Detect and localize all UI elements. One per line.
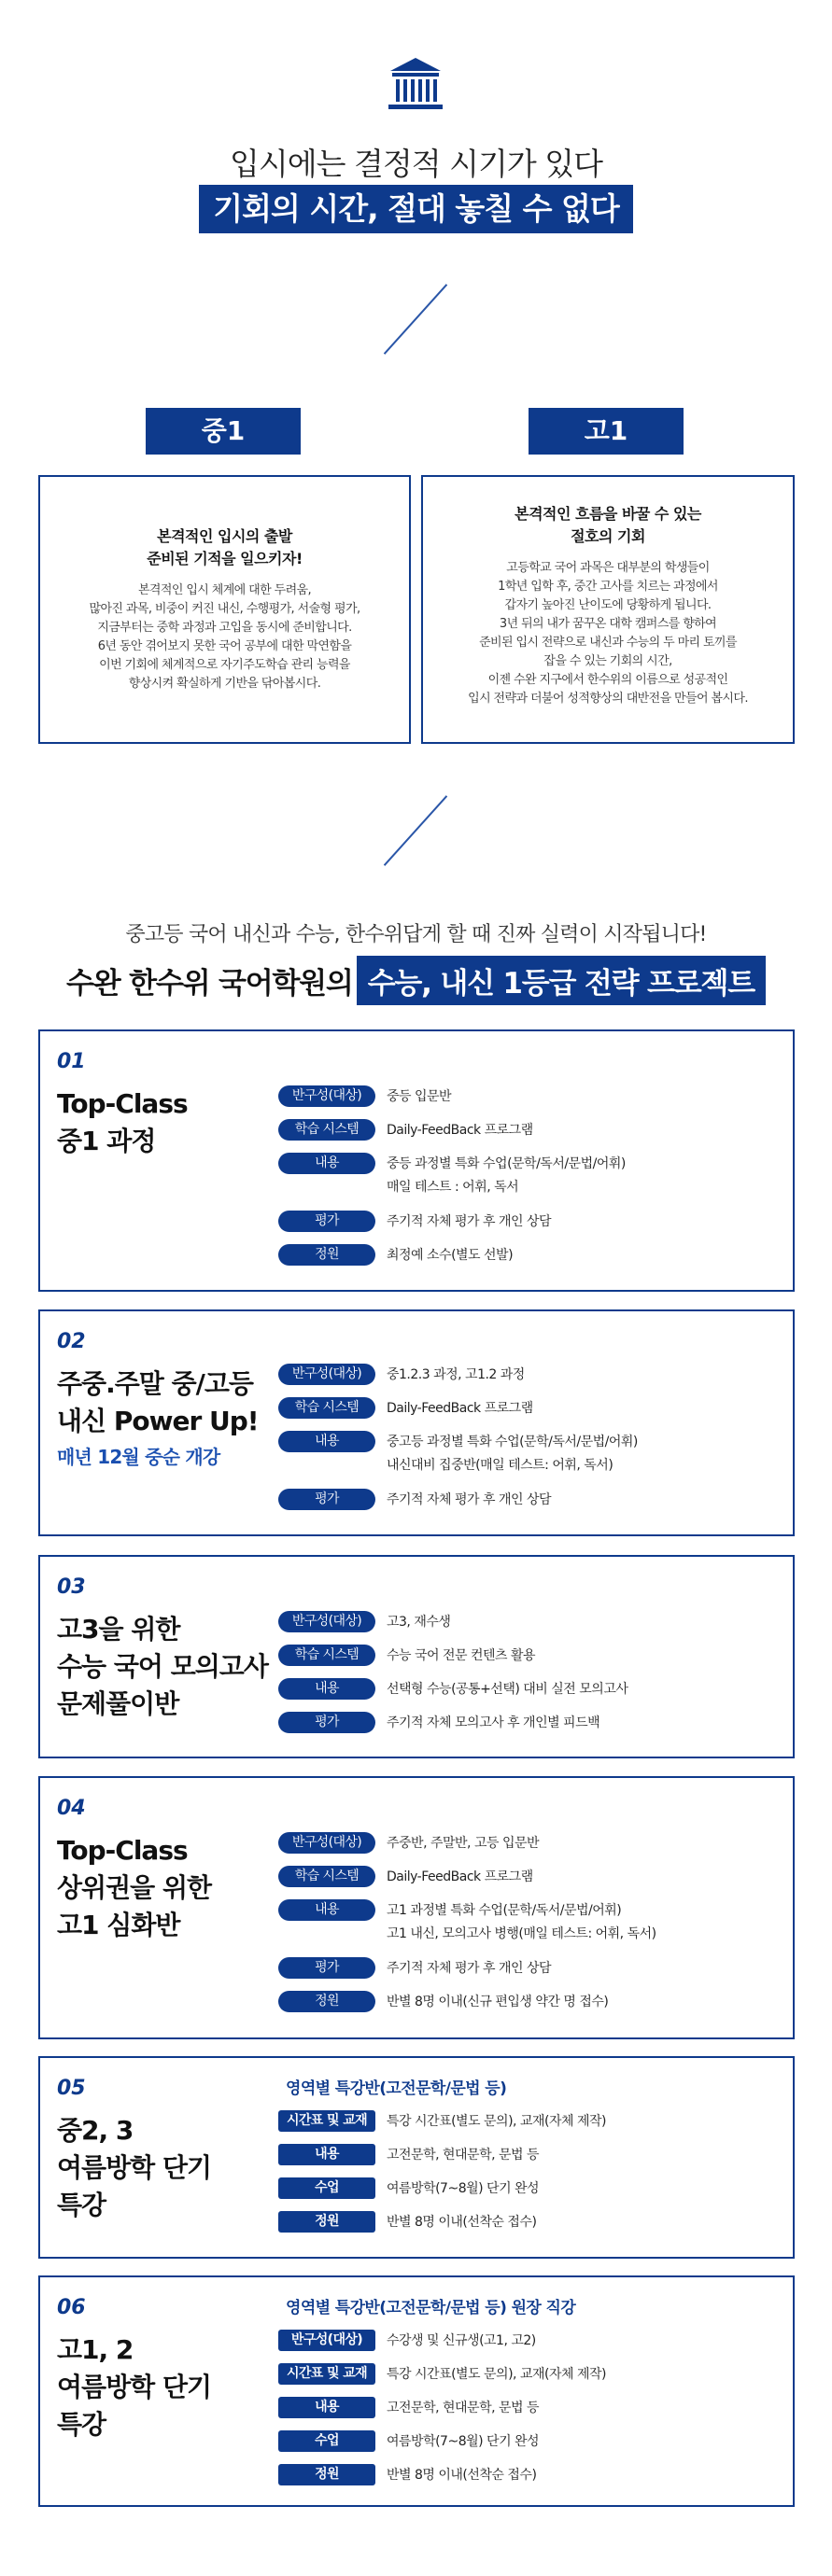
row-label: 반구성(대상) <box>278 1832 375 1854</box>
row-value: 고3, 재수생 <box>387 1615 451 1630</box>
row-value: 주기적 자체 평가 후 개인 상담 <box>387 1492 552 1507</box>
row-value: 반별 8명 이내(신규 편입생 약간 명 접수) <box>387 1995 609 2009</box>
row-label: 반구성(대상) <box>278 1085 375 1107</box>
row-value: 고1 과정별 특화 수업(문학/독서/문법/어휘) 고1 내신, 모의고사 병행(매일 테스트: 어휘, 독서) <box>387 1903 656 1941</box>
program-number: 04 <box>57 1797 86 1820</box>
row-value: 중고등 과정별 특화 수업(문학/독서/문법/어휘) 내신대비 집중반(매일 테스트: 어휘, 독서) <box>387 1435 638 1473</box>
divider-slash <box>384 795 447 866</box>
tag-middle1: 중1 <box>146 408 301 455</box>
row-label: 평가 <box>278 1957 375 1979</box>
row-label: 평가 <box>278 1712 375 1733</box>
row-label: 반구성(대상) <box>278 2330 375 2351</box>
divider-slash <box>384 284 447 355</box>
row-value: 주기적 자체 평가 후 개인 상담 <box>387 1961 552 1976</box>
row-label: 학습 시스템 <box>278 1866 375 1887</box>
row-label: 학습 시스템 <box>278 1397 375 1419</box>
hero-banner: 기회의 시간, 절대 놓칠 수 없다 <box>199 185 633 233</box>
program-title: Top-Class 상위권을 위한 고1 심화반 <box>57 1835 212 1940</box>
row-label: 수업 <box>278 2177 375 2199</box>
program-heading: 영역별 특강반(고전문학/문법 등) 원장 직강 <box>286 2299 576 2317</box>
program-card-04 <box>38 1776 795 2039</box>
intro-heading: 본격적인 흐름을 바꿀 수 있는 절호의 기회 <box>515 505 701 545</box>
program-number: 06 <box>57 2296 86 2319</box>
program-heading: 영역별 특강반(고전문학/문법 등) <box>286 2079 507 2098</box>
row-label: 내용 <box>278 1899 375 1921</box>
section-title: 수완 한수위 국어학원의 수능, 내신 1등급 전략 프로젝트 <box>0 954 832 1006</box>
row-value: 중1.2.3 과정, 고1.2 과정 <box>387 1367 525 1382</box>
intro-box-middle1 <box>38 475 411 744</box>
building-columns-icon <box>383 56 448 114</box>
row-value: 주기적 자체 모의고사 후 개인별 피드백 <box>387 1715 600 1730</box>
section-lead: 중고등 국어 내신과 수능, 한수위답게 할 때 진짜 실력이 시작됩니다! <box>125 923 707 946</box>
row-value: 주중반, 주말반, 고등 입문반 <box>387 1836 540 1851</box>
program-title: 주중.주말 중/고등 내신 Power Up! <box>57 1368 259 1436</box>
row-label: 정원 <box>278 1991 375 2012</box>
row-label: 내용 <box>278 1153 375 1174</box>
row-label: 내용 <box>278 1431 375 1452</box>
row-value: 최정예 소수(별도 선발) <box>387 1248 514 1263</box>
row-label: 반구성(대상) <box>278 1611 375 1632</box>
row-label: 반구성(대상) <box>278 1364 375 1385</box>
row-value: Daily-FeedBack 프로그램 <box>387 1401 533 1416</box>
row-label: 평가 <box>278 1211 375 1232</box>
row-value: 여름방학(7~8월) 단기 완성 <box>387 2181 540 2196</box>
row-label: 내용 <box>278 2144 375 2165</box>
row-value: 특강 시간표(별도 문의), 교재(자체 제작) <box>387 2114 606 2129</box>
row-value: 반별 8명 이내(선착순 접수) <box>387 2215 537 2230</box>
row-value: 반별 8명 이내(선착순 접수) <box>387 2468 537 2483</box>
intro-box-high1 <box>421 475 795 744</box>
row-value: 선택형 수능(공통+선택) 대비 실전 모의고사 <box>387 1682 628 1697</box>
row-value: 중등 과정별 특화 수업(문학/독서/문법/어휘) 매일 테스트 : 어휘, 독서 <box>387 1156 626 1195</box>
row-label: 정원 <box>278 1244 375 1266</box>
row-value: 여름방학(7~8월) 단기 완성 <box>387 2434 540 2449</box>
row-value: Daily-FeedBack 프로그램 <box>387 1123 533 1138</box>
program-card-03 <box>38 1555 795 1758</box>
program-title: 고3을 위한 수능 국어 모의고사 문제풀이반 <box>57 1614 268 1719</box>
program-title: Top-Class 중1 과정 <box>57 1088 188 1156</box>
row-label: 정원 <box>278 2464 375 2485</box>
hero-headline: 입시에는 결정적 시기가 있다 <box>229 146 602 182</box>
row-label: 평가 <box>278 1489 375 1510</box>
row-value: 중등 입문반 <box>387 1089 452 1104</box>
program-title: 중2, 3 여름방학 단기 특강 <box>57 2115 212 2220</box>
row-label: 내용 <box>278 1678 375 1700</box>
row-value: 고전문학, 현대문학, 문법 등 <box>387 2148 540 2163</box>
row-label: 시간표 및 교재 <box>278 2363 375 2385</box>
program-number: 03 <box>57 1575 86 1599</box>
program-number: 01 <box>57 1050 86 1073</box>
row-value: 수강생 및 신규생(고1, 고2) <box>387 2333 536 2348</box>
row-label: 시간표 및 교재 <box>278 2110 375 2132</box>
row-value: 특강 시간표(별도 문의), 교재(자체 제작) <box>387 2367 606 2382</box>
intro-body: 본격적인 입시 체계에 대한 두려움, 많아진 과목, 비중이 커진 내신, 수행평가, 서술형 평가, 지금부터는 중학 과정과 고입을 동시에 준비합니다. 6년 동안 겪어보지 못한 국어 공부에 대한 막연함을 이번 기회에 체계적으로 자기주도학습 관리 능력을 향상시켜 확실하게 기반을 닦아봅시다. <box>89 583 360 691</box>
intro-body: 고등학교 국어 과목은 대부분의 학생들이 1학년 입학 후, 중간 고사를 치르는 과정에서 갑자기 높아진 난이도에 당황하게 됩니다. 3년 뒤의 내가 꿈꾸온 대학 캠퍼스를 향하여 준비된 입시 전략으로 내신과 수능의 두 마리 토끼를 잡을 수 있는 기회의 시간, 이젠 수완 지구에서 한수위의 이름으로 성공적인 입시 전략과 더불어 성적향상의 대반전을 만들어 봅시다. <box>468 561 748 706</box>
program-number: 05 <box>57 2077 86 2100</box>
row-label: 수업 <box>278 2430 375 2452</box>
row-label: 정원 <box>278 2211 375 2233</box>
row-value: Daily-FeedBack 프로그램 <box>387 1869 533 1884</box>
program-title: 고1, 2 여름방학 단기 특강 <box>57 2334 212 2440</box>
program-number: 02 <box>57 1330 86 1353</box>
row-label: 학습 시스템 <box>278 1119 375 1141</box>
program-card-02 <box>38 1309 795 1536</box>
row-label: 학습 시스템 <box>278 1645 375 1666</box>
row-value: 고전문학, 현대문학, 문법 등 <box>387 2401 540 2415</box>
intro-heading: 본격적인 입시의 출발 준비된 기적을 일으키자! <box>147 527 303 567</box>
row-label: 내용 <box>278 2397 375 2418</box>
row-value: 수능 국어 전문 컨텐츠 활용 <box>387 1648 536 1663</box>
section-title-highlight: 수능, 내신 1등급 전략 프로젝트 <box>357 956 766 1005</box>
program-subtitle: 매년 12월 중순 개강 <box>57 1446 220 1468</box>
program-card-05 <box>38 2056 795 2259</box>
program-card-01 <box>38 1029 795 1292</box>
tag-high1: 고1 <box>529 408 684 455</box>
row-value: 주기적 자체 평가 후 개인 상담 <box>387 1214 552 1229</box>
program-card-06 <box>38 2275 795 2507</box>
